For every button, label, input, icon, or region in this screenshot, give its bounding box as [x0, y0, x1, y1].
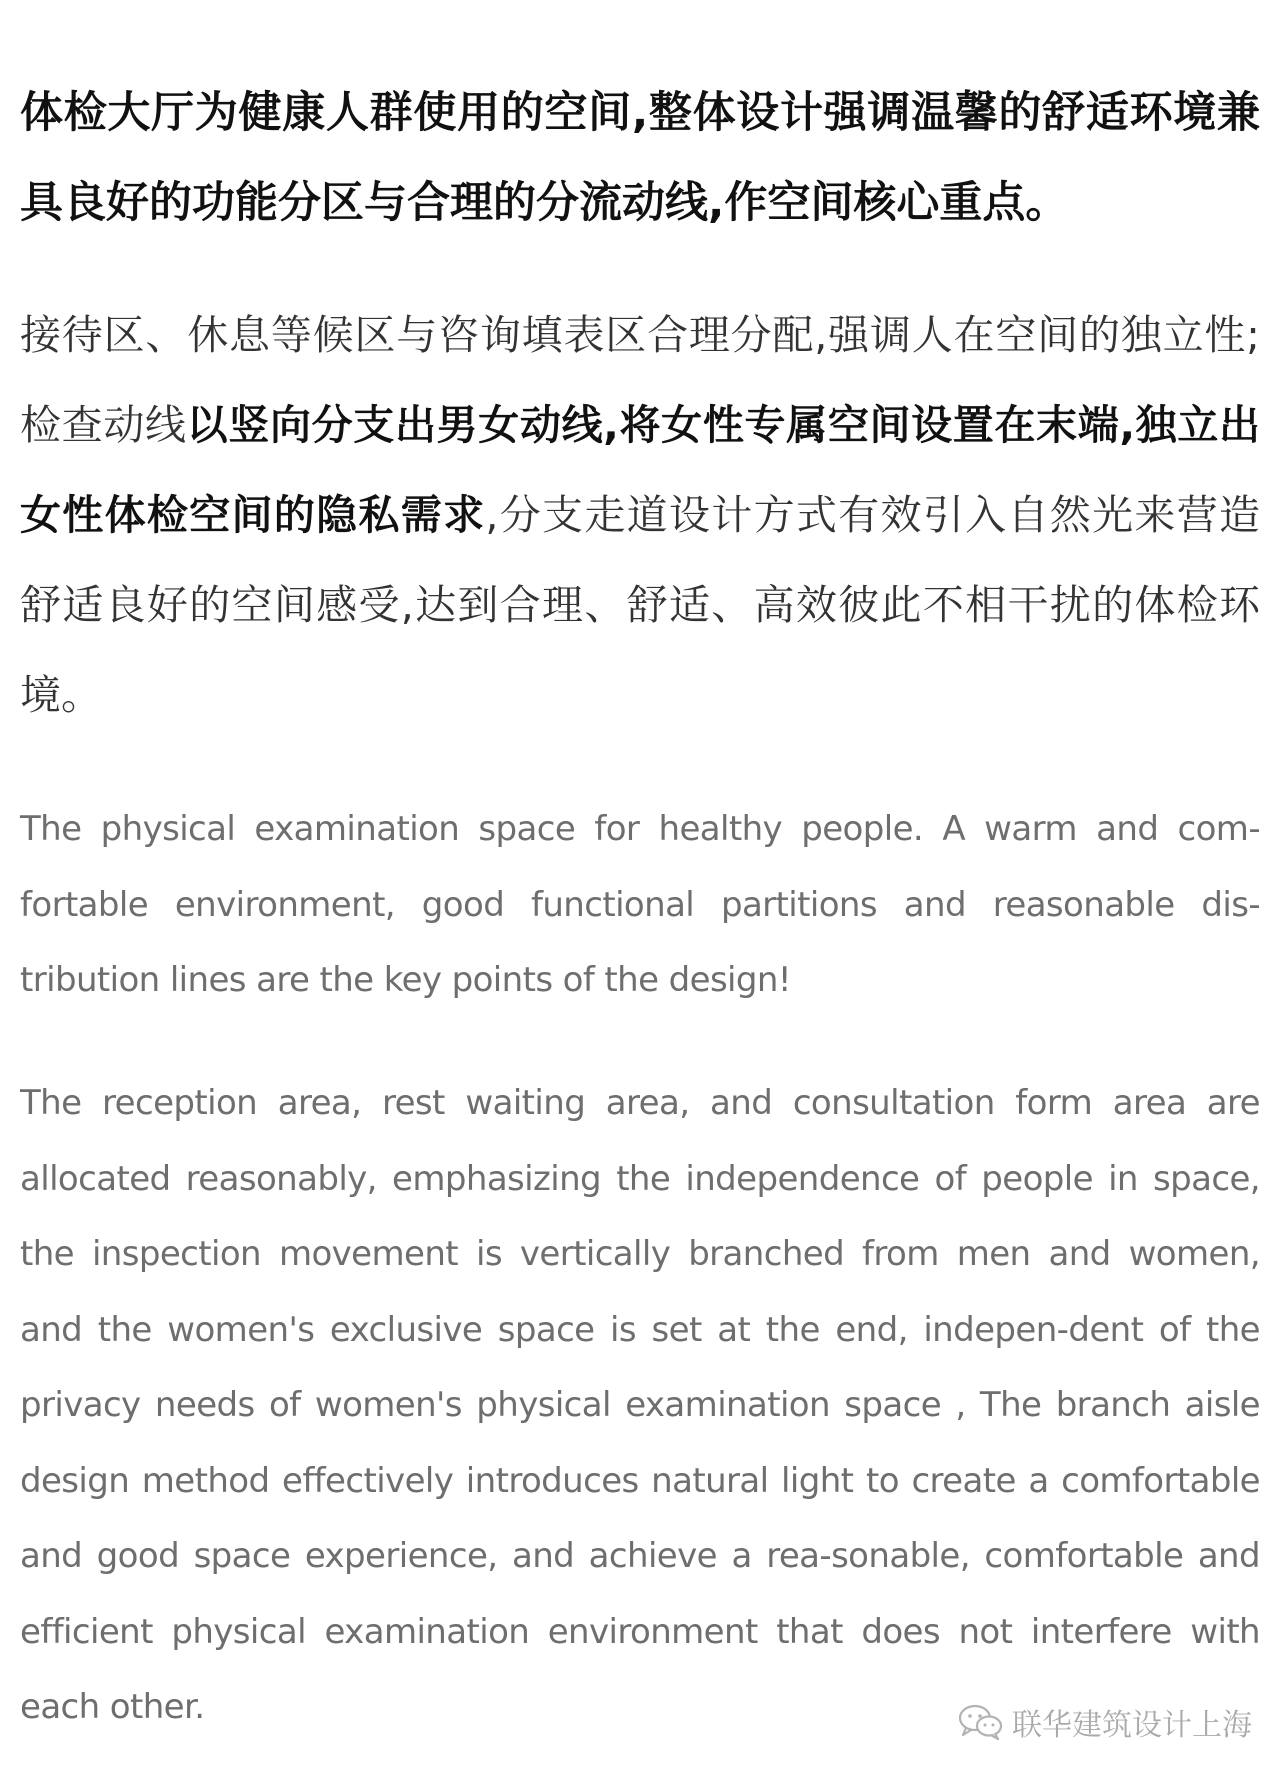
chinese-paragraph — [20, 290, 1260, 740]
chinese-paragraph-part1: 接待区、休息等候区与咨询填表区合理分配,强调人在空间的独立性;检查动线 — [20, 311, 1260, 449]
watermark-text: 联华建筑设计上海 — [1012, 1708, 1252, 1743]
english-paragraph-1: The physical examination space for healthy people. A warm and com-fortable environment, good functional partitions and reasonable dis-tribution lines are the key points of the design! — [20, 809, 1260, 1000]
chinese-paragraph-emphasis: 以竖向分支出男女动线,将女性专属空间设置在末端,独立出女性体检空间的隐私需求 — [20, 401, 1261, 539]
chinese-heading — [20, 68, 1260, 248]
chinese-paragraph-part2: ,分支走道设计方式有效引入自然光来营造舒适良好的空间感受,达到合理、舒适、高效彼此不相干扰的体检环境。 — [20, 491, 1261, 719]
chinese-heading-text: 体检大厅为健康人群使用的空间,整体设计强调温馨的舒适环境兼具良好的功能分区与合理的分流动线,作空间核心重点。 — [20, 88, 1260, 228]
wechat-watermark — [958, 1700, 1252, 1744]
article-page — [20, 0, 1260, 1786]
english-paragraph-2: The reception area, rest waiting area, and consultation form area are allocated reasonably, emphasizing the independence of people in space, the inspection movement is vertically branched from men and women, and the women's exclusive space is set at the end, indepen-dent of the privacy needs of women's physical examination space , The branch aisle design method effectively introduces natural light to create a comfortable and good space experience, and achieve a rea-sonable, comfortable and efficient physical examination environment that does not interfere with each other. — [20, 1083, 1260, 1727]
wechat-icon — [958, 1704, 1004, 1740]
